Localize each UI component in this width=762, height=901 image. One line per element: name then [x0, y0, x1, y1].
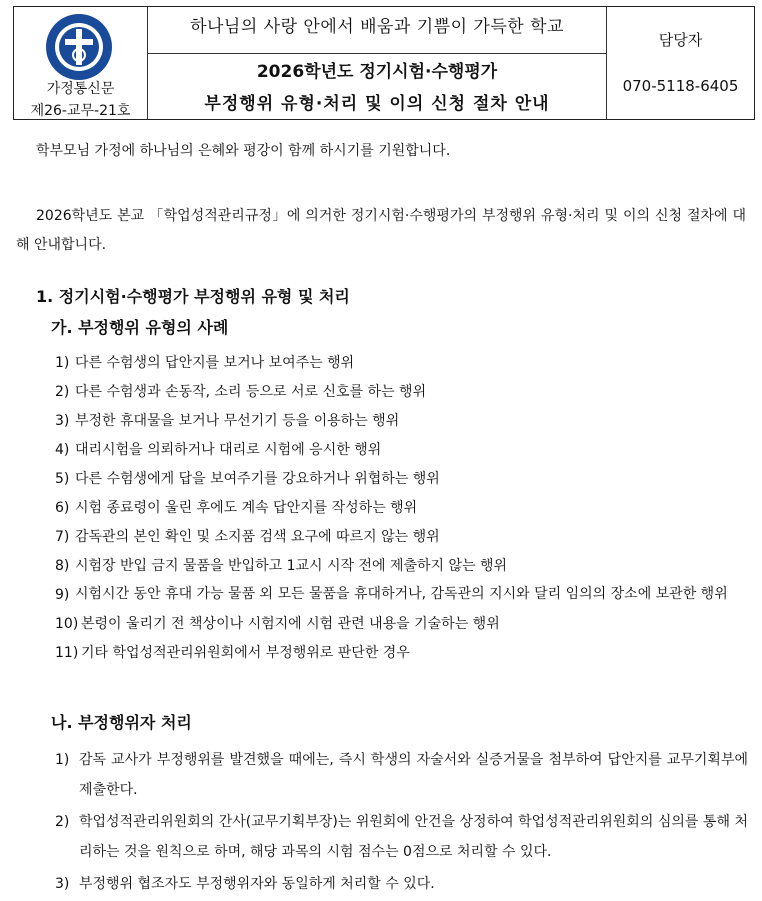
section-1-title: 1. 정기시험·수행평가 부정행위 유형 및 처리 — [36, 287, 350, 306]
item-text: 본령이 울리기 전 책상이나 시험지에 시험 관련 내용을 기술하는 행위 — [81, 616, 500, 632]
item-number: 2) — [55, 814, 70, 830]
contact-phone: 070-5118-6405 — [622, 77, 739, 95]
list-item — [55, 610, 748, 639]
publication-type: 가정통신문 — [46, 81, 115, 97]
notice-header — [13, 6, 755, 120]
item-text: 시험시간 동안 휴대 가능 물품 외 모든 물품을 휴대하거나, 감독관의 지시와 달리 임의의 장소에 보관한 행위 — [75, 586, 728, 602]
item-text: 다른 수험생의 답안지를 보거나 보여주는 행위 — [75, 355, 355, 371]
notice-title-line1: 2026학년도 정기시험·수행평가 — [256, 62, 498, 82]
item-text: 시험 종료령이 울린 후에도 계속 답안지를 작성하는 행위 — [75, 500, 418, 516]
item-number: 11) — [55, 645, 79, 661]
list-item — [55, 436, 748, 465]
item-text: 감독관의 본인 확인 및 소지품 검색 요구에 따르지 않는 행위 — [75, 529, 440, 545]
item-number: 7) — [55, 529, 70, 545]
list-item — [55, 581, 748, 610]
item-text: 감독 교사가 부정행위를 발견했을 때에는, 즉시 학생의 자술서와 실증거물을 첨부하여 답안지를 교무기획부에 제출한다. — [79, 752, 748, 798]
header-contact-cell — [607, 7, 754, 119]
item-text: 대리시험을 의뢰하거나 대리로 시험에 응시한 행위 — [75, 442, 382, 458]
item-number: 5) — [55, 471, 70, 487]
list-item — [55, 639, 748, 668]
item-number: 2) — [55, 384, 70, 400]
item-number: 1) — [55, 355, 70, 371]
subsection-a-title: 가. 부정행위 유형의 사례 — [51, 318, 229, 337]
item-text: 부정행위 협조자도 부정행위자와 동일하게 처리할 수 있다. — [79, 876, 435, 892]
item-text: 부정한 휴대물을 보거나 무선기기 등을 이용하는 행위 — [75, 413, 400, 429]
list-item — [55, 465, 748, 494]
intro-paragraph: 2026학년도 본교 「학업성적관리규정」에 의거한 정기시험·수행평가의 부정행위 유형·처리 및 이의 신청 절차에 대해 안내합니다. — [16, 208, 746, 253]
greeting: 학부모님 가정에 하나님의 은혜와 평강이 함께 하시기를 기원합니다. — [36, 143, 451, 159]
violator-handling-list — [55, 745, 748, 901]
item-text: 기타 학업성적관리위원회에서 부정행위로 판단한 경우 — [81, 645, 410, 661]
list-item — [55, 523, 748, 552]
item-number: 3) — [55, 413, 70, 429]
school-motto: 하나님의 사랑 안에서 배움과 기쁨이 가득한 학교 — [148, 7, 606, 54]
item-number: 6) — [55, 500, 70, 516]
list-item — [55, 869, 748, 899]
item-number: 4) — [55, 442, 70, 458]
manager-label: 담당자 — [658, 31, 703, 49]
violation-types-list — [55, 349, 748, 668]
list-item — [55, 407, 748, 436]
notice-title-line2: 부정행위 유형·처리 및 이의 신청 절차 안내 — [204, 94, 550, 114]
list-item — [55, 378, 748, 407]
list-item — [55, 494, 748, 523]
item-text: 시험장 반입 금지 물품을 반입하고 1교시 시작 전에 제출하지 않는 행위 — [75, 558, 508, 574]
list-item — [55, 745, 748, 805]
header-title-cell — [148, 7, 607, 119]
item-text: 다른 수험생에게 답을 보여주기를 강요하거나 위협하는 행위 — [75, 471, 440, 487]
item-text: 다른 수험생과 손동작, 소리 등으로 서로 신호를 하는 행위 — [75, 384, 427, 400]
item-number: 10) — [55, 616, 79, 632]
list-item — [55, 807, 748, 867]
publication-number: 제26-교무-21호 — [30, 103, 131, 119]
item-number: 1) — [55, 752, 70, 768]
subsection-b-title: 나. 부정행위자 처리 — [51, 713, 192, 732]
header-publication-cell — [14, 7, 148, 119]
item-text: 학업성적관리위원회의 간사(교무기획부장)는 위원회에 안건을 상정하여 학업성적관리위원회의 심의를 통해 처리하는 것을 원칙으로 하며, 해당 과목의 시험 점수는 0점으로 처리할 수 있다. — [79, 814, 748, 860]
item-number: 3) — [55, 876, 70, 892]
school-logo — [45, 13, 113, 81]
item-number: 8) — [55, 558, 70, 574]
list-item — [55, 349, 748, 378]
list-item — [55, 552, 748, 581]
item-number: 9) — [55, 587, 70, 603]
